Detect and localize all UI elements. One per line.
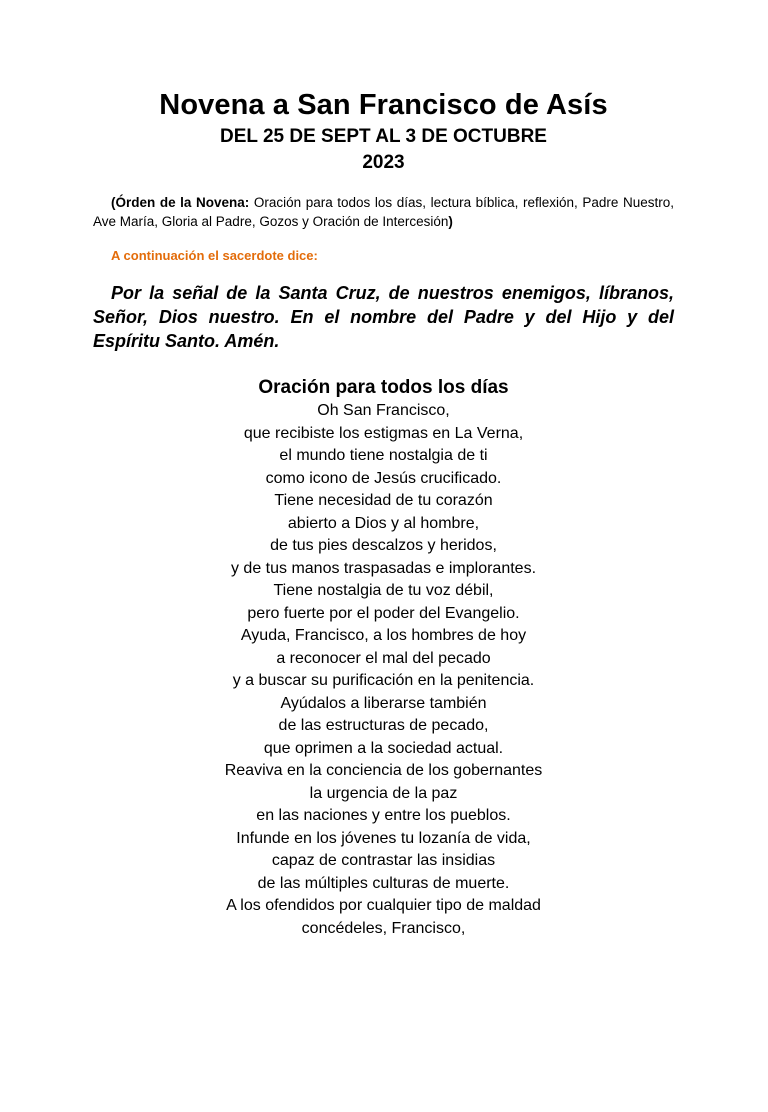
novena-order-paragraph — [93, 193, 674, 231]
prayer-line: y de tus manos traspasadas e implorantes. — [230, 559, 537, 577]
prayer-line: Infunde en los jóvenes tu lozanía de vida, — [236, 829, 531, 847]
prayer-line: Ayúdalos a liberarse también — [280, 694, 487, 712]
document-year: 2023 — [362, 152, 405, 173]
prayer-line: como icono de Jesús crucificado. — [265, 469, 502, 487]
prayer-line: la urgencia de la paz — [309, 784, 458, 802]
prayer-line: el mundo tiene nostalgia de ti — [279, 447, 488, 464]
prayer-line: de las estructuras de pecado, — [278, 717, 489, 734]
prayer-line: a reconocer el mal del pecado — [276, 649, 491, 667]
prayer-line: de tus pies descalzos y heridos, — [270, 537, 497, 554]
priest-instruction: A continuación el sacerdote dice: — [111, 248, 318, 263]
document-subtitle: DEL 25 DE SEPT AL 3 DE OCTUBRE — [220, 126, 547, 147]
prayer-line: que oprimen a la sociedad actual. — [263, 739, 504, 757]
prayer-line: Reaviva en la conciencia de los gobernantes — [224, 762, 543, 779]
prayer-line: A los ofendidos por cualquier tipo de maldad — [226, 897, 541, 914]
order-open-paren: ( — [111, 195, 116, 210]
sign-of-cross-prayer: Por la señal de la Santa Cruz, de nuestros enemigos, líbranos, Señor, Dios nuestro. En el nombre del Padre y del Hijo y del Espíritu Santo. Amén. — [93, 283, 674, 351]
prayer-line: capaz de contrastar las insidias — [271, 852, 496, 869]
prayer-line: Ayuda, Francisco, a los hombres de hoy — [240, 627, 527, 644]
prayer-line: en las naciones y entre los pueblos. — [256, 807, 511, 824]
prayer-line: Oh San Francisco, — [317, 402, 450, 419]
order-label: Órden de la Novena: — [115, 195, 250, 210]
document-page — [0, 88, 768, 1112]
prayer-line: de las múltiples culturas de muerte. — [257, 874, 510, 892]
prayer-line: que recibiste los estigmas en La Verna, — [243, 424, 524, 442]
prayer-line: pero fuerte por el poder del Evangelio. — [247, 604, 520, 622]
prayer-line: y a buscar su purificación en la penitencia. — [232, 672, 535, 689]
prayer-line: Tiene necesidad de tu corazón — [274, 492, 493, 509]
order-close-paren: ) — [448, 214, 453, 229]
document-title: Novena a San Francisco de Asís — [159, 89, 608, 121]
prayer-line: concédeles, Francisco, — [301, 919, 466, 937]
daily-prayer-verses — [93, 400, 674, 940]
order-text: Oración para todos los días, lectura bíblica, reflexión, Padre Nuestro, Ave María, Gloria al Padre, Gozos y Oración de Intercesión — [93, 195, 674, 229]
prayer-heading: Oración para todos los días — [258, 377, 509, 398]
prayer-line: Tiene nostalgia de tu voz débil, — [273, 582, 494, 599]
prayer-line: abierto a Dios y al hombre, — [287, 514, 480, 532]
